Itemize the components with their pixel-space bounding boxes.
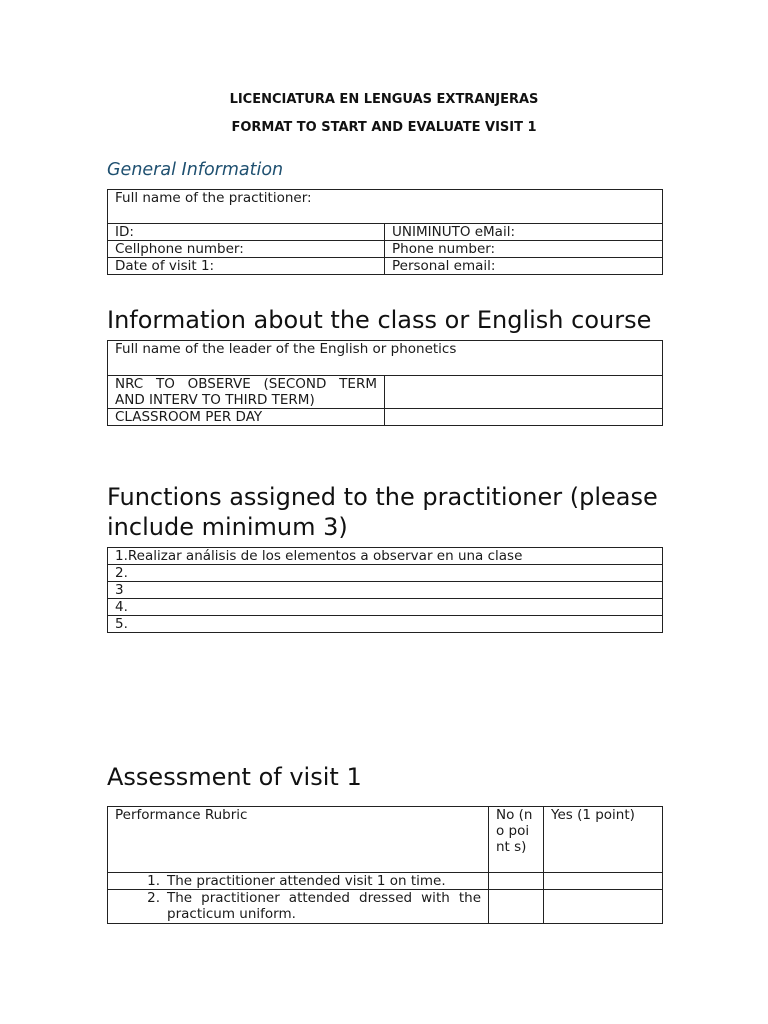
general-info-table (107, 189, 663, 275)
function-item-2: 2. (108, 565, 663, 582)
function-item-3: 3 (108, 582, 663, 599)
leader-cell: Full name of the leader of the English or phonetics (108, 341, 663, 376)
full-name-cell: Full name of the practitioner: (108, 190, 663, 224)
personal-email-cell: Personal email: (385, 258, 663, 275)
functions-table (107, 547, 663, 633)
function-item-4: 4. (108, 599, 663, 616)
id-cell: ID: (108, 224, 385, 241)
email-cell: UNIMINUTO eMail: (385, 224, 663, 241)
function-item-1: 1.Realizar análisis de los elementos a observar en una clase (108, 548, 663, 565)
nrc-value-cell (385, 376, 663, 409)
rubric-header: Performance Rubric (108, 807, 489, 873)
cellphone-cell: Cellphone number: (108, 241, 385, 258)
phone-cell: Phone number: (385, 241, 663, 258)
assessment-table (107, 806, 663, 924)
rubric-row-2-text: The practitioner attended dressed with the practicum uniform. (167, 890, 481, 922)
general-info-heading: General Information (107, 160, 284, 180)
rubric-row-1-yes (544, 873, 663, 890)
class-info-table (107, 340, 663, 426)
rubric-row-1 (108, 873, 489, 890)
class-info-heading: Information about the class or English course (107, 306, 652, 334)
yes-header: Yes (1 point) (544, 807, 663, 873)
nrc-cell: NRC TO OBSERVE (SECOND TERM AND INTERV TO THIRD TERM) (108, 376, 385, 409)
rubric-row-1-no (489, 873, 544, 890)
rubric-row-1-text: The practitioner attended visit 1 on time. (167, 873, 446, 889)
assessment-heading: Assessment of visit 1 (107, 763, 362, 791)
classroom-cell: CLASSROOM PER DAY (108, 409, 385, 426)
date-cell: Date of visit 1: (108, 258, 385, 275)
rubric-row-2-yes (544, 890, 663, 924)
rubric-row-2-no (489, 890, 544, 924)
rubric-row-2 (108, 890, 489, 924)
functions-heading: Functions assigned to the practitioner (please include minimum 3) (107, 483, 658, 541)
classroom-value-cell (385, 409, 663, 426)
no-header: No (no point s) (489, 807, 544, 873)
rubric-row-1-number: 1. (147, 873, 160, 889)
rubric-row-2-number: 2. (147, 890, 160, 906)
program-title: LICENCIATURA EN LENGUAS EXTRANJERAS (229, 92, 539, 107)
function-item-5: 5. (108, 616, 663, 633)
format-title: FORMAT TO START AND EVALUATE VISIT 1 (231, 120, 537, 135)
